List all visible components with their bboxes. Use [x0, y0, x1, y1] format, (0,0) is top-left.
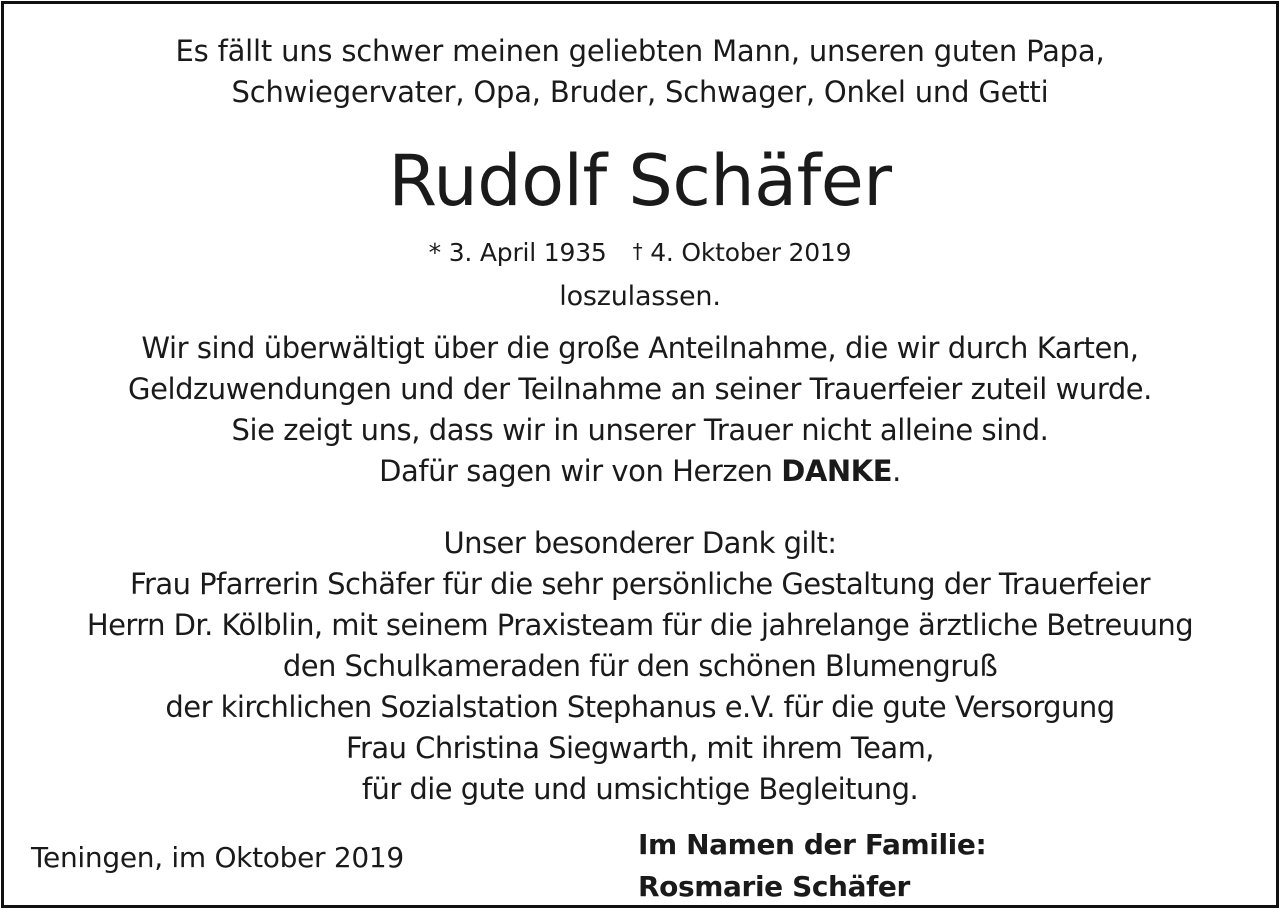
intro-text [4, 31, 1276, 113]
life-dates [4, 234, 1276, 270]
special-thanks-line: Herrn Dr. Kölblin, mit seinem Praxisteam für die jahrelange ärztliche Betreuung [86, 608, 1194, 642]
special-thanks-line: der kirchlichen Sozialstation Stephanus e.V. für die gute Versorgung [165, 690, 1115, 724]
intro-line: Schwiegervater, Opa, Bruder, Schwager, Onkel und Getti [231, 75, 1049, 109]
let-go-text: loszulassen. [559, 281, 721, 312]
thanks-closing-bold: DANKE [781, 454, 893, 488]
place-date: Teningen, im Oktober 2019 [31, 841, 404, 874]
special-thanks-line: Frau Pfarrerin Schäfer für die sehr persönliche Gestaltung der Trauerfeier [129, 567, 1150, 601]
thanks-line: Wir sind überwältigt über die große Anteilnahme, die wir durch Karten, [141, 331, 1139, 365]
obituary-notice [1, 1, 1279, 908]
deceased-name: Rudolf Schäfer [388, 140, 892, 222]
thanks-closing-prefix: Dafür sagen wir von Herzen [379, 454, 782, 488]
thanks-closing-suffix: . [892, 454, 901, 488]
thanks-line: Geldzuwendungen und der Teilnahme an seiner Trauerfeier zuteil wurde. [128, 372, 1152, 406]
signature-line: Im Namen der Familie: [638, 828, 987, 861]
birth-date: * 3. April 1935 [428, 238, 607, 267]
special-thanks-heading: Unser besonderer Dank gilt: [443, 526, 837, 560]
special-thanks-line: den Schulkameraden für den schönen Blumengruß [282, 649, 998, 683]
signature-name: Rosmarie Schäfer [638, 870, 910, 903]
intro-line: Es fällt uns schwer meinen geliebten Mann, unseren guten Papa, [175, 34, 1105, 68]
signature [638, 824, 986, 908]
dagger-icon: † [632, 239, 643, 263]
thanks-paragraph [4, 328, 1276, 492]
special-thanks [4, 523, 1276, 810]
special-thanks-line: Frau Christina Siegwarth, mit ihrem Team, [346, 731, 934, 765]
thanks-closing [4, 451, 1276, 492]
special-thanks-line: für die gute und umsichtige Begleitung. [361, 772, 919, 806]
death-date: 4. Oktober 2019 [650, 238, 852, 267]
thanks-line: Sie zeigt uns, dass wir in unserer Trauer nicht alleine sind. [231, 413, 1049, 447]
